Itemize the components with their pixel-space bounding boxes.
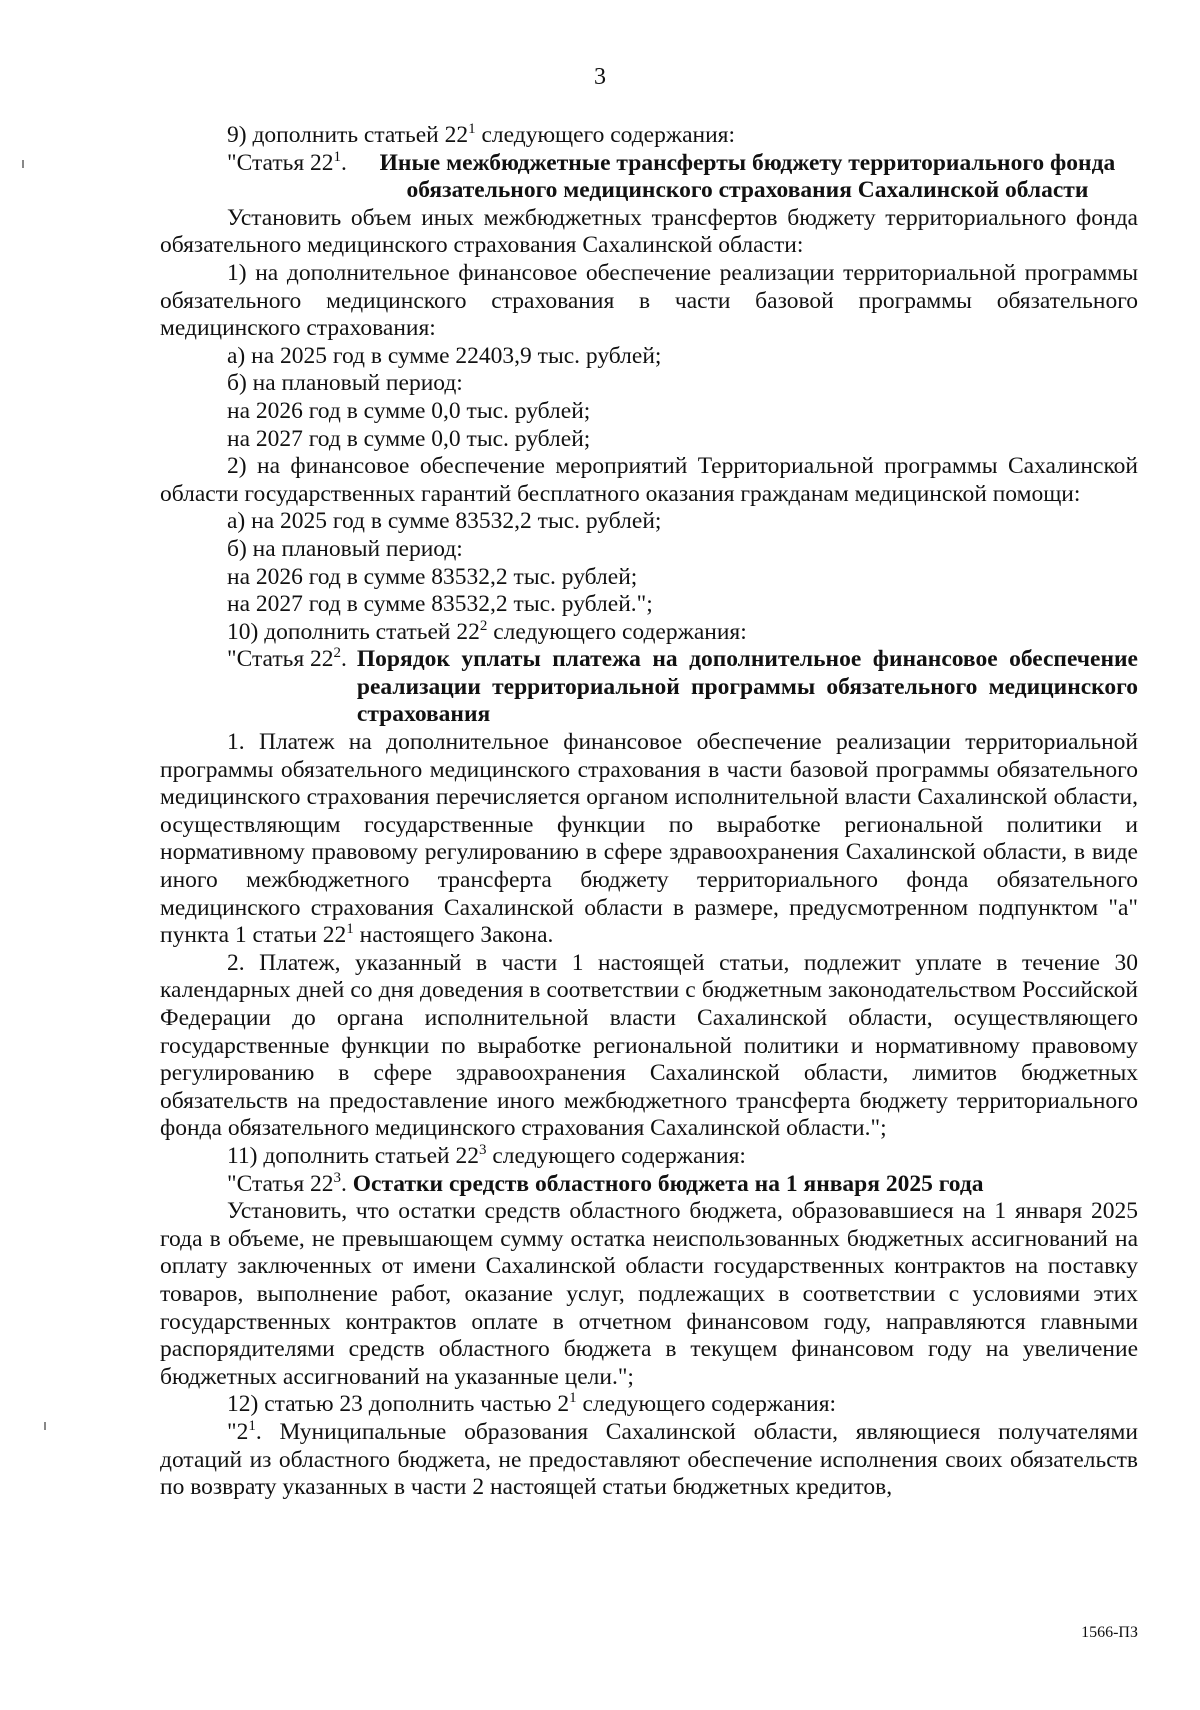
item-10 — [160, 619, 1138, 647]
superscript: 1 — [468, 121, 476, 138]
item-11 — [160, 1143, 1138, 1171]
superscript: 2 — [479, 617, 488, 634]
article-22-1-point-1-2026: на 2026 год в сумме 0,0 тыс. рублей; — [227, 397, 591, 424]
article-22-2-part-1 — [160, 729, 1138, 950]
article-22-2-heading — [160, 646, 1138, 729]
article-label: "Статья $22^2$. — [227, 645, 347, 673]
article-22-1-point-1-2027: на 2027 год в сумме 0,0 тыс. рублей; — [227, 425, 591, 452]
article-label: "Статья 22 — [227, 1170, 334, 1197]
part-1-text-end: настоящего Закона. — [353, 922, 554, 949]
article-22-2-part-2: 2. Платеж, указанный в части 1 настоящей статьи, подлежит уплате в течение 30 календарных дней со дня доведения в соответствии с бюджетным законодательством Российской Федерации до органа исполнительной власти Сахалинской области, осуществляющего государственные функции по выработке региональной политики и нормативному правовому регулированию в сфере здравоохранения Сахалинской области, лимитов бюджетных обязательств на предоставление иного межбюджетного трансферта бюджету территориального фонда обязательного медицинского страхования Сахалинской области."; — [160, 949, 1138, 1142]
part-1-text: 1. Платеж на дополнительное финансовое обеспечение реализации территориальной программы обязательного медицинского страхования в части базовой программы обязательного медицинского страхования перечисляется органом исполнительной власти Сахалинской области, осуществляющим государственные функции по выработке региональной политики и нормативному правовому регулированию в сфере здравоохранения Сахалинской области, в виде иного межбюджетного трансферта бюджету территориального фонда обязательного медицинского страхования Сахалинской области в размере, предусмотренном подпунктом "а" пункта 1 статьи 22 — [160, 729, 1138, 949]
article-22-3-heading — [160, 1171, 1138, 1199]
item-9-text-end: следующего содержания: — [475, 122, 736, 148]
document-code: 1566-ПЗ — [1081, 1624, 1138, 1641]
superscript: 1 — [346, 921, 354, 938]
article-22-1-point-2-2026: на 2026 год в сумме 83532,2 тыс. рублей; — [227, 563, 638, 590]
article-label: "Статья $22^1$. — [227, 148, 347, 176]
part-2-1-number: "2 — [227, 1418, 249, 1445]
page-number: 3 — [594, 64, 606, 90]
superscript: 3 — [478, 1142, 487, 1159]
part-2-1-body: . Муниципальные образования Сахалинской области, являющиеся получателями дотаций из областного бюджета, не предоставляют обеспечение исполнения своих обязательств по возврату указанных в части 2 настоящей статьи бюджетных кредитов, — [160, 1418, 1138, 1501]
article-22-1-point-1-a: а) на 2025 год в сумме 22403,9 тыс. рублей; — [227, 342, 662, 369]
article-label-end: . — [341, 1170, 347, 1197]
item-9 — [160, 122, 1138, 150]
article-22-1-point-2-b: б) на плановый период: — [227, 535, 463, 562]
superscript: 1 — [333, 148, 342, 165]
article-22-1-heading — [160, 150, 1138, 205]
article-22-1-intro: Установить объем иных межбюджетных трансфертов бюджету территориального фонда обязательного медицинского страхования Сахалинской области: — [160, 204, 1138, 259]
superscript: 1 — [248, 1418, 256, 1435]
part-2-1-text — [160, 1419, 1138, 1502]
item-12-text: 12) статью 23 дополнить частью 2 — [227, 1391, 570, 1418]
article-22-1-point-2: 2) на финансовое обеспечение мероприятий Территориальной программы Сахалинской области государственных гарантий бесплатного оказания гражданам медицинской помощи: — [160, 453, 1138, 507]
superscript: 3 — [333, 1169, 342, 1186]
document-body — [160, 122, 1138, 1502]
item-11-text-end: следующего содержания: — [486, 1142, 746, 1169]
article-22-1-point-2-2027: на 2027 год в сумме 83532,2 тыс. рублей."; — [227, 591, 653, 618]
item-10-text: 10) дополнить статьей 22 — [227, 618, 480, 645]
item-10-text-end: следующего содержания: — [487, 618, 747, 645]
article-22-1-point-2-a: а) на 2025 год в сумме 83532,2 тыс. рублей; — [227, 508, 662, 535]
article-22-1-point-1-b: б) на плановый период: — [227, 370, 463, 397]
scan-speck — [22, 160, 24, 168]
item-12 — [160, 1391, 1138, 1419]
item-11-text: 11) дополнить статьей 22 — [227, 1142, 479, 1169]
superscript: 2 — [333, 645, 342, 662]
article-22-1-point-1: 1) на дополнительное финансовое обеспечение реализации территориальной программы обязательного медицинского страхования в части базовой программы обязательного медицинского страхования: — [160, 259, 1138, 342]
item-12-text-end: следующего содержания: — [576, 1391, 837, 1418]
article-title: Остатки средств областного бюджета на 1 января 2025 года — [352, 1170, 984, 1197]
article-22-3-text: Установить, что остатки средств областного бюджета, образовавшиеся на 1 января 2025 года в объеме, не превышающем сумму остатка неиспользованных бюджетных ассигнований на оплату заключенных от имени Сахалинской области государственных контрактов на поставку товаров, выполнение работ, оказание услуг, подлежащих в соответствии с условиями этих государственных контрактов оплате в отчетном финансовом году, направляются главными распорядителями средств областного бюджета в текущем финансовом году на увеличение бюджетных ассигнований на указанные цели."; — [160, 1198, 1138, 1390]
scan-speck — [44, 1422, 46, 1430]
item-9-text: 9) дополнить статьей 22 — [227, 122, 469, 148]
superscript: 1 — [569, 1390, 577, 1407]
article-title: Иные межбюджетные трансферты бюджету территориального фонда обязательного медицинского страхования Сахалинской области — [379, 149, 1116, 204]
article-title: Порядок уплаты платежа на дополнительное финансовое обеспечение реализации территориальной программы обязательного медицинского страхования — [356, 646, 1138, 728]
